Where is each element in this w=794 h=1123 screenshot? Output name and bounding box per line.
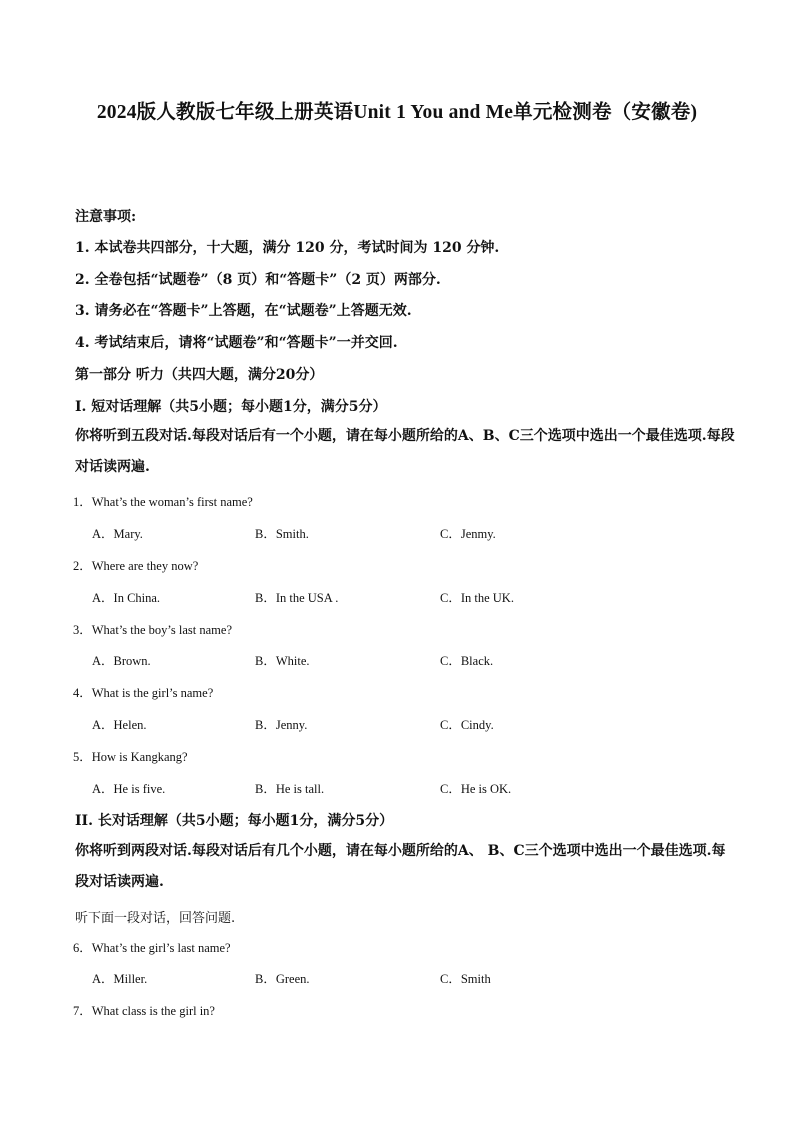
notice-item: 3. 请务必在“答题卡”上答题，在“试题卷”上答题无效.	[75, 303, 412, 319]
question-text: 2．Where are they now?	[73, 559, 199, 573]
question-text: 4．What is the girl’s name?	[73, 686, 214, 700]
question-text: 7．What class is the girl in?	[73, 1004, 215, 1018]
option-a: A．He is five.	[92, 782, 166, 796]
option-c: C．Smith	[440, 972, 491, 986]
option-a: A．Mary.	[92, 527, 143, 541]
option-c: C．Jenmy.	[440, 527, 496, 541]
question-options	[92, 524, 742, 542]
question-options	[92, 779, 742, 797]
notice-heading: 注意事项:	[75, 209, 137, 225]
option-a: A．Brown.	[92, 654, 151, 668]
option-b: B．Green.	[255, 972, 310, 986]
section-instruction: 你将听到五段对话.每段对话后有一个小题，请在每小题所给的A、B、C三个选项中选出一个最佳选项.每段对话读两遍.	[75, 428, 735, 475]
option-a: A．In China.	[92, 591, 161, 605]
option-c: C．Black.	[440, 654, 494, 668]
option-b: B．In the USA .	[255, 591, 339, 605]
question-options	[92, 715, 742, 733]
question-text: 3．What’s the boy’s last name?	[73, 623, 232, 637]
notice-item: 4. 考试结束后，请将“试题卷”和“答题卡”一并交回.	[75, 335, 398, 351]
question-options	[92, 969, 742, 987]
option-c: C．He is OK.	[440, 782, 512, 796]
document-title: 2024版人教版七年级上册英语Unit 1 You and Me单元检测卷（安徽卷)	[96, 102, 698, 123]
option-a: A．Miller.	[92, 972, 148, 986]
question-text: 1．What’s the woman’s first name?	[73, 495, 253, 509]
section-heading: II. 长对话理解（共5小题；每小题1分，满分5分）	[75, 813, 394, 829]
question-text: 5．How is Kangkang?	[73, 750, 188, 764]
option-b: B．Jenny.	[255, 718, 308, 732]
option-c: C．In the UK.	[440, 591, 514, 605]
question-text: 6．What’s the girl’s last name?	[73, 941, 231, 955]
question-options	[92, 588, 742, 606]
question-options	[92, 651, 742, 669]
sub-instruction: 听下面一段对话，回答问题.	[75, 911, 236, 926]
option-a: A．Helen.	[92, 718, 147, 732]
option-c: C．Cindy.	[440, 718, 494, 732]
notice-item: 1. 本试卷共四部分，十大题，满分 120 分，考试时间为 120 分钟.	[75, 240, 500, 256]
option-b: B．White.	[255, 654, 310, 668]
notice-item: 2. 全卷包括“试题卷”（8 页）和“答题卡”（2 页）两部分.	[75, 272, 441, 288]
part-heading: 第一部分 听力（共四大题，满分20分）	[75, 367, 324, 383]
option-b: B．Smith.	[255, 527, 309, 541]
option-b: B．He is tall.	[255, 782, 325, 796]
section-heading: I. 短对话理解（共5小题；每小题1分，满分5分）	[75, 399, 387, 415]
section-instruction: 你将听到两段对话.每段对话后有几个小题，请在每小题所给的A、 B、C三个选项中选出一个最佳选项.每段对话读两遍.	[75, 843, 726, 890]
